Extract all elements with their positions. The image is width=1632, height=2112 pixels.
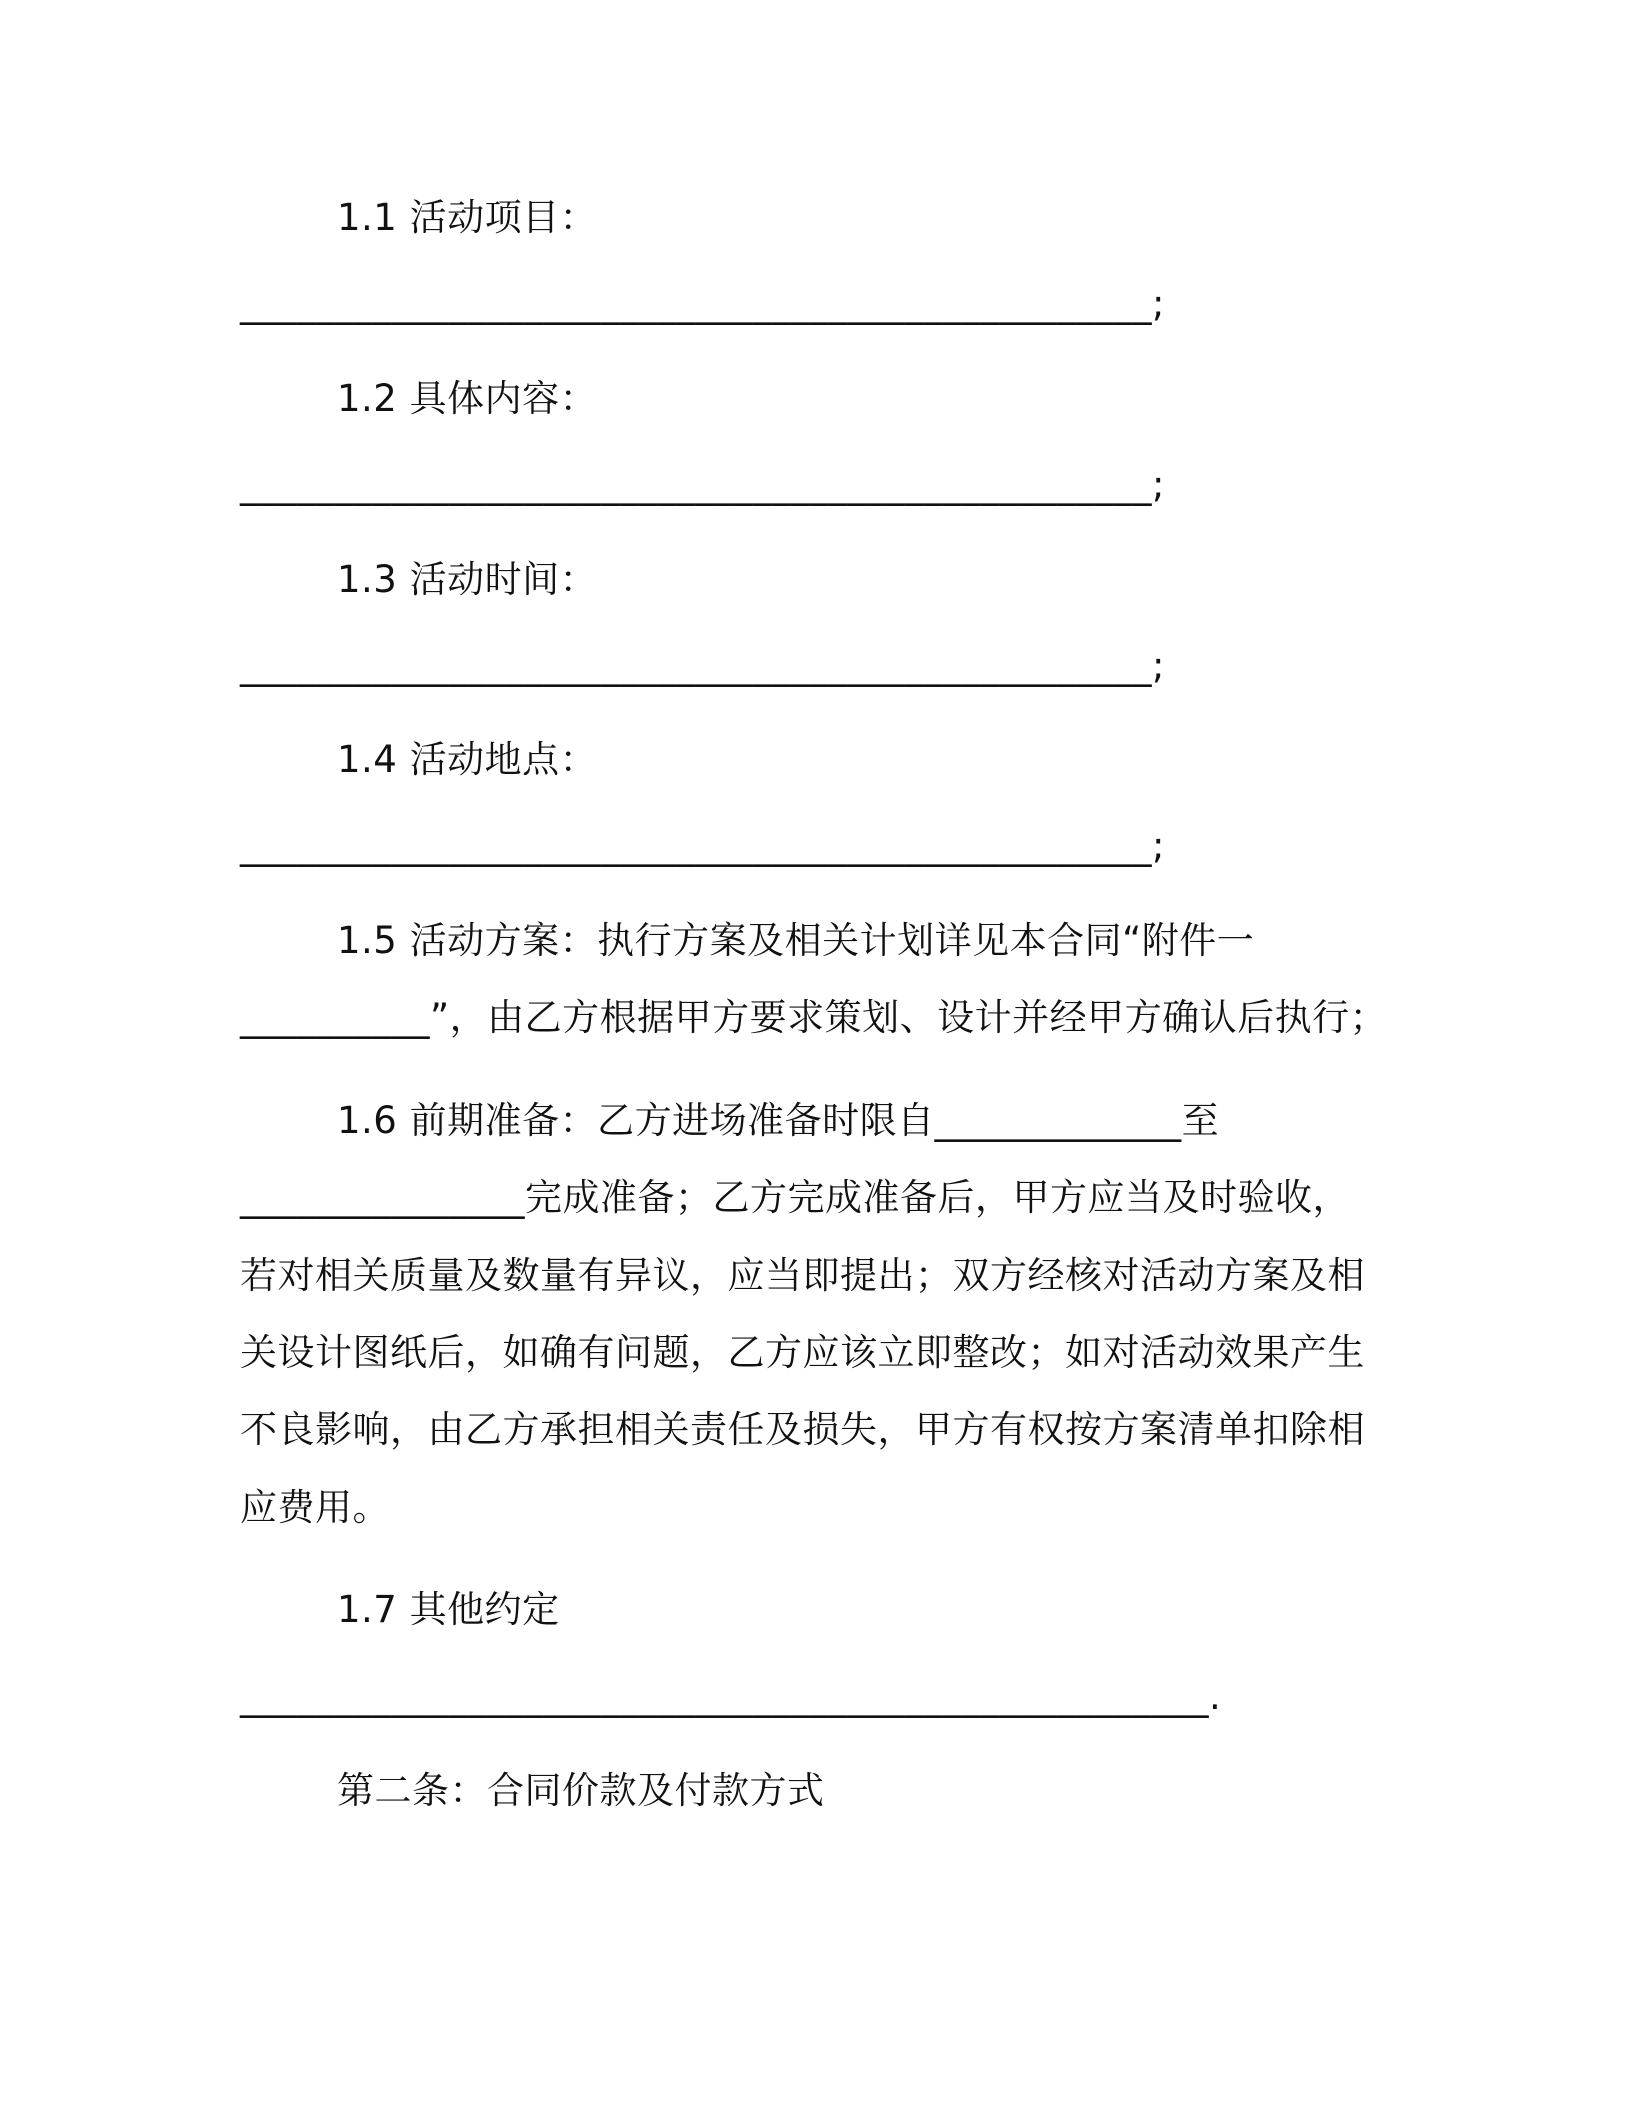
clause-1-4-blank: ________________________________________________; (240, 824, 1165, 867)
clause-1-5-line-1: 1.5 活动方案：执行方案及相关计划详见本合同“附件一 (337, 919, 1255, 962)
clause-1-3-label: 1.3 活动时间： (337, 558, 598, 601)
clause-1-6-line-6: 应费用。 (240, 1486, 390, 1529)
clause-1-2-label: 1.2 具体内容： (337, 377, 598, 420)
clause-1-6-line-4: 关设计图纸后，如确有问题，乙方应该立即整改；如对活动效果产生 (240, 1331, 1365, 1374)
clause-1-6-line-2: _______________完成准备；乙方完成准备后，甲方应当及时验收， (240, 1176, 1350, 1219)
clause-1-7-blank: ___________________________________________________. (240, 1675, 1222, 1718)
clause-1-5-line-2: __________”，由乙方根据甲方要求策划、设计并经甲方确认后执行； (240, 996, 1388, 1039)
clause-1-4-label: 1.4 活动地点： (337, 738, 598, 781)
clause-1-7-label: 1.7 其他约定 (337, 1588, 560, 1631)
clause-1-1-label: 1.1 活动项目： (337, 196, 598, 239)
clause-1-3-blank: ________________________________________________; (240, 644, 1165, 687)
clause-1-6-line-1: 1.6 前期准备：乙方进场准备时限自_____________至 (337, 1099, 1220, 1142)
clause-1-2-blank: ________________________________________________; (240, 463, 1165, 506)
clause-1-6-line-5: 不良影响，由乙方承担相关责任及损失，甲方有权按方案清单扣除相 (240, 1408, 1365, 1451)
clause-1-6-line-3: 若对相关质量及数量有异议，应当即提出；双方经核对活动方案及相 (240, 1254, 1365, 1297)
article-2-heading: 第二条：合同价款及付款方式 (337, 1769, 825, 1812)
clause-1-1-blank: ________________________________________________; (240, 282, 1165, 325)
